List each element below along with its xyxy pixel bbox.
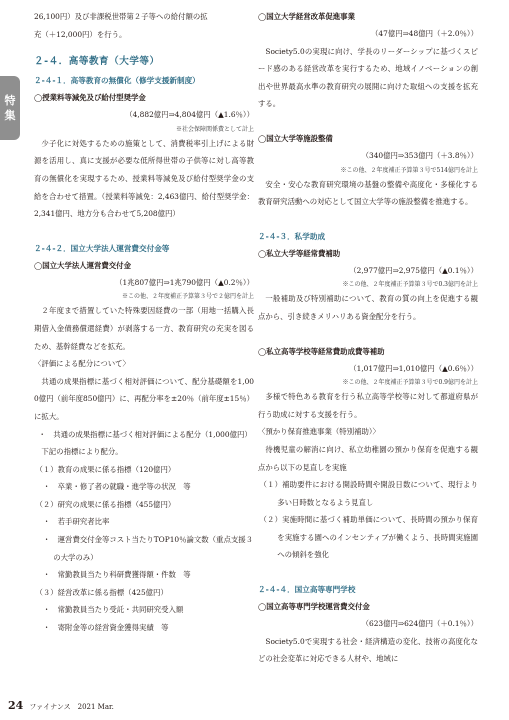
list-item: ・ 寄附金等の経営資金獲得実績 等	[42, 623, 169, 633]
budget-note: ※この他、２年度補正予算第３号で514億円を計上	[340, 166, 478, 174]
numbered-item: （１）教育の成果に係る指標（120億円）	[35, 464, 176, 474]
budget-amount: （340億円⇒353億円（＋3.8％））	[361, 150, 478, 160]
numbered-item: （２）実施時間に基づく補助単価について、長時間の預かり保育を実施する園へのインセンティブが働くよう、長時間実施園への傾斜を強化	[259, 515, 478, 560]
magazine-title: ファイナンス 2021 Mar.	[29, 703, 114, 711]
list-item: ・ 運営費交付金等コスト当たりTOP10％論文数（重点支援３の大学のみ）	[42, 535, 254, 562]
body-paragraph: Society5.0の実現に向け、学長のリーダーシップに基づくスピード感のある経営改革を実行するため、地域イノベーションの創出や世界最高水準の教育研究の展開に向けた取組への支援を拡充する。	[258, 46, 478, 109]
body-paragraph: 多様で特色ある教育を行う私立高等学校等に対して都道府県が行う助成に対する支援を行う。	[258, 392, 478, 419]
body-paragraph: 一般補助及び特別補助について、教育の質の向上を促進する観点から、引き続きメリハリある資金配分を行う。	[258, 294, 478, 321]
budget-note: ※この他、２年度補正予算第３号で２億円を計上	[121, 293, 254, 301]
numbered-item: （１）補助要件における開設時間や開設日数について、現行より多い日時数となるよう見直し	[259, 480, 478, 507]
text-line: 26,100円）及び非課税世帯第２子等への給付額の拡	[34, 12, 208, 21]
body-paragraph: Society5.0で実現する社会・経済構造の変化、技術の高度化などの社会変革に対応できる人材や、地域に	[258, 636, 478, 664]
budget-note: ※この他、２年度補正予算第３号で0.9億円を計上	[342, 379, 478, 387]
item-heading-private-university: ◯私立大学等経常費補助	[258, 248, 341, 258]
body-paragraph: ２年度まで措置していた特殊要因経費の一部（用地一括購入長期借入金債務償還経費）が剥落する一方、教育研究の充実を図るため、基幹経費などを拡充。	[34, 306, 254, 351]
text-line: 充（＋12,000円）を行う。	[34, 29, 127, 39]
budget-amount: （2,977億円⇒2,975億円（▲0.1％））	[349, 265, 478, 275]
item-heading-operating-grant: ◯国立大学法人運営費交付金	[34, 260, 131, 270]
budget-amount: （1,017億円⇒1,010億円（▲0.6％））	[349, 363, 478, 373]
list-item: ・ 卒業・修了者の就職・進学等の状況 等	[42, 482, 191, 492]
numbered-item: （３）経営改革に係る指標（425億円）	[35, 587, 168, 597]
list-item: ・ 共通の成果指標に基づく相対評価による配分（1,000億円）	[38, 429, 252, 439]
section-tab-char-1: 特	[4, 94, 16, 107]
item-heading-facilities: ◯国立大学等施設整備	[258, 133, 333, 143]
paragraph-continuation	[34, 8, 254, 43]
childcare-heading: 〈預かり保育推進事業（特別補助）〉	[258, 427, 380, 437]
item-heading-private-high-school: ◯私立高等学校等経常費助成費等補助	[258, 346, 385, 356]
body-paragraph: 安全・安心な教育研究環境の基盤の整備や高度化・多様化する教育研究活動への対応として国立大学等の施設整備を推進する。	[258, 179, 478, 207]
list-item: ・ 常勤教員当たり科研費獲得額・件数 等	[42, 570, 191, 580]
page-footer	[8, 700, 114, 713]
body-paragraph: 少子化に対処するための施策として、消費税率引上げによる財源を活用し、真に支援が必要な低所得世帯の子供等に対し高等教育の無償化を実現するため、授業料等減免及び給付型奨学金の支給を合わせて措置。（授業料等減免：2,463億円、給付型奨学金：2,341億円、地方分も合わせて5,208億円）	[34, 138, 254, 219]
right-column	[258, 8, 478, 668]
body-paragraph: 共通の成果指標に基づく相対評価について、配分基礎額を1,000億円（前年度850億円）に、再配分率を±20％（前年度±15％）に拡大。	[34, 376, 254, 421]
budget-amount: （4,882億円⇒4,804億円（▲1.6％））	[125, 110, 254, 120]
subsection-heading-2-4-1: ２‐４‐１．高等教育の無償化（修学支援新制度）	[34, 76, 200, 86]
list-item: ・ 若手研究者比率	[42, 517, 110, 527]
left-column	[34, 8, 254, 637]
section-tab	[0, 76, 20, 140]
budget-amount: （623億円⇒624億円（＋0.1％））	[361, 619, 478, 629]
body-paragraph: 待機児童の解消に向け、私立幼稚園の預かり保育を促進する観点から以下の見直しを実施	[258, 444, 478, 472]
list-item: ・ 常勤教員当たり受託・共同研究受入額	[42, 605, 184, 615]
item-heading-management-reform: ◯国立大学経営改革促進事業	[258, 12, 355, 21]
item-heading-tuition-scholarship: ◯授業料等減免及び給付型奨学金	[34, 93, 146, 103]
budget-amount: （47億円⇒48億円（＋2.0％））	[371, 29, 478, 38]
budget-note: ※社会保障関係費として計上	[175, 125, 254, 133]
section-heading-2-4: ２‐４．高等教育（大学等）	[34, 56, 160, 68]
budget-note: ※この他、２年度補正予算第３号で0.3億円を計上	[342, 281, 478, 289]
numbered-item: （２）研究の成果に係る指標（455億円）	[35, 499, 176, 509]
evaluation-heading: 〈評価による配分について〉	[34, 359, 130, 369]
item-heading-kosen: ◯国立高等専門学校運営費交付金	[258, 602, 370, 612]
body-line: 下記の指標により配分。	[41, 447, 123, 457]
subsection-heading-2-4-4: ２‐４‐４．国立高等専門学校	[258, 585, 356, 595]
subsection-heading-2-4-3: ２‐４‐３．私学助成	[258, 231, 326, 241]
subsection-heading-2-4-2: ２‐４‐２．国立大学法人運営費交付金等	[34, 243, 170, 253]
budget-amount: （1兆807億円⇒1兆790億円（▲0.2％））	[115, 277, 254, 287]
section-tab-char-2: 集	[4, 109, 16, 122]
page-number: 24	[8, 699, 24, 712]
